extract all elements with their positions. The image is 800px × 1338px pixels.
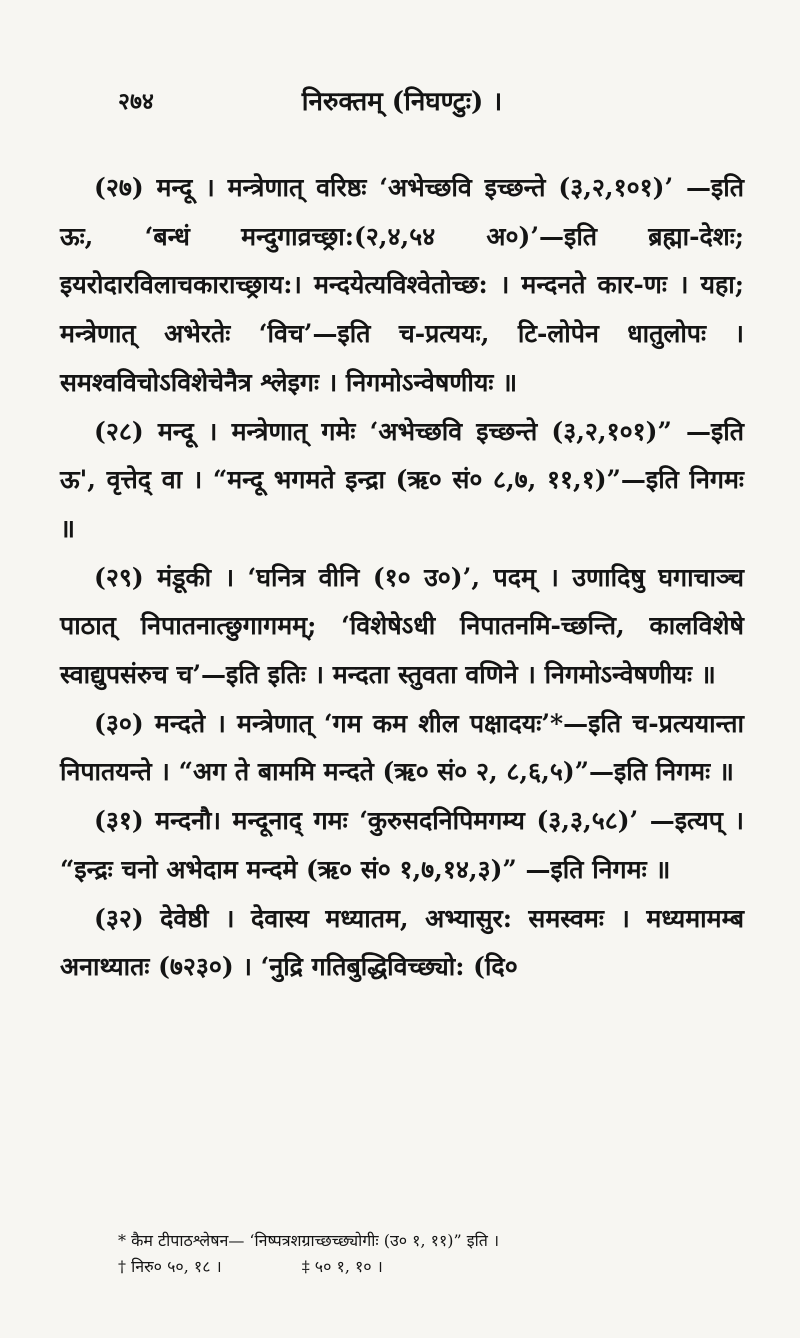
footnote-double-dagger: ‡ ५० १, १० । (301, 1257, 383, 1276)
page-number: २७४ (118, 88, 154, 115)
running-head (60, 60, 744, 117)
paragraph-30: (३०) मन्दते । मन्त्रेणात् ‘गम कम शील पक्षादयः’*—इति च-प्रत्ययान्ता निपातयन्ते । “अग ते बाममि मन्दते (ऋ० सं० २, ८,६,५)”—इति निगमः ॥ (60, 708, 744, 787)
running-title: निरुक्तम् (निघण्टुः) । (301, 87, 503, 117)
footnotes (118, 1228, 740, 1280)
paragraph-29: (२९) मंडूकी । ‘घनित्र वीनि (१० उ०)’, पदम् । उणादिषु घगाचाञ्च पाठात् निपातनात्छुगागमम्; ‘विशेषेऽधी निपातनमि-च्छन्ति, कालविशेषे स्वाद्युपसंरुच च’—इति इतिः । मन्दता स्तुवता वणिने । निगमोऽन्वेषणीयः ॥ (60, 562, 744, 690)
paragraph-28: (२८) मन्दू । मन्त्रेणात् गमेः ‘अभेच्छवि इच्छन्ते (३,२,१०१)” —इति ऊ', वृत्तेद् वा । “मन्दू भगमते इन्द्रा (ऋ० सं० ८,७, ११,१)”—इति निगमः ॥ (60, 416, 744, 543)
paragraph-31: (३१) मन्दनौ। मन्दूनाद् गमः ‘कुरुसदनिपिमगम्य (३,३,५८)’ —इत्यप् । “इन्द्रः चनो अभेदाम मन्दमे (ऋ० सं० १,७,१४,३)” —इति निगमः ॥ (60, 806, 744, 884)
paragraph-32: (३२) देवेष्ठी । देवास्य मध्यातम, अभ्यासुर: समस्वमः । मध्यमामम्ब अनाथ्यातः (७२३०) । ‘नुद्रि गतिबुद्धिविच्छ्यो: (दि० (60, 903, 744, 982)
footnote-dagger: † निरु० ५०, १८ । (118, 1257, 222, 1276)
body-text (60, 164, 744, 992)
footnote-dagger-row (118, 1254, 740, 1280)
footnote-asterisk: * कैम टीपाठश्लेषन— ‘निष्पत्रशग्राच्छच्छ्योगीः (उ० १, ११)” इति । (118, 1231, 500, 1250)
paragraph-27: (२७) मन्दू । मन्त्रेणात् वरिष्ठः ‘अभेच्छवि इच्छन्ते (३,२,१०१)’ —इति ऊः, ‘बन्धं मन्दुगाव्रच्छ्रा:(२,४,५४ अ०)’—इति ब्रह्मा-देशः; इयरोदारविलाचकाराच्छ्राय:। मन्दयेत्यविश्वेतोच्छ: । मन्दनते कार-णः । यहा; मन्त्रेणात् अभेरतेः ‘विच’—इति च-प्रत्ययः, टि-लोपेन धातुलोपः । समश्वविचोऽविशेचेनैत्र श्लेइगः । निगमोऽन्वेषणीयः ॥ (60, 173, 744, 397)
